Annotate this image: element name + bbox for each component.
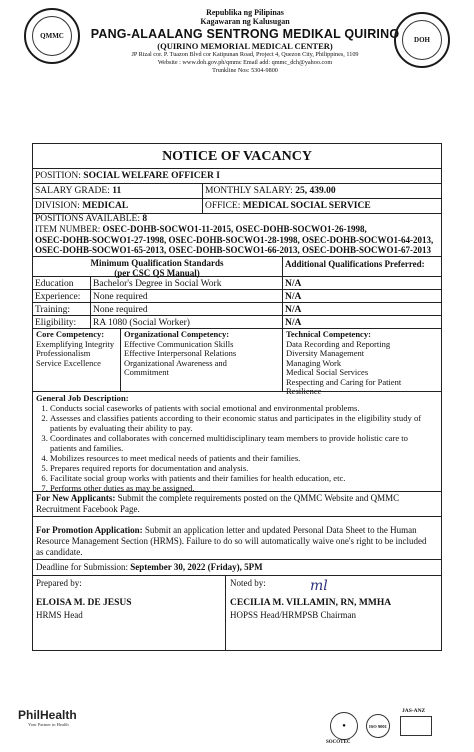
job-description bbox=[36, 393, 436, 493]
qual-row-eligibility bbox=[32, 315, 442, 328]
qual-value: Bachelor's Degree in Social Work bbox=[93, 279, 222, 289]
monthly-salary-value: 25, 439.00 bbox=[295, 186, 336, 196]
tech-item: Medical Social Services bbox=[286, 367, 369, 377]
socotec-label: SOCOTEC bbox=[326, 740, 351, 745]
website-line: Website : www.doh.gov.ph/qmmc Email add: qmmc_dch@yahoo.com bbox=[157, 59, 333, 66]
duty-item: 6. Facilitate social group works with patients and their families for health education, etc. bbox=[50, 473, 436, 483]
duty-item: 4. Mobilizes resources to meet medical needs of patients and their families. bbox=[50, 453, 436, 463]
notice-title: NOTICE OF VACANCY bbox=[162, 149, 312, 164]
duty-item: 5. Prepares required reports for documentation and analysis. bbox=[50, 463, 436, 473]
org-competency-title: Organizational Competency: bbox=[124, 329, 230, 339]
philhealth-logo: PhilHealth bbox=[18, 708, 77, 722]
doh-seal-logo bbox=[394, 12, 450, 68]
tech-item: Managing Work bbox=[286, 357, 342, 368]
noted-by-label: Noted by: bbox=[230, 578, 266, 588]
org-item: Effective Communication Skills bbox=[124, 338, 234, 349]
positions-available-value: 8 bbox=[142, 214, 148, 224]
prepared-by-name: ELOISA M. DE JESUS bbox=[36, 598, 132, 608]
duty-item: 7. Performs other duties as may be assigned. bbox=[50, 483, 436, 493]
salary-grade-label: SALARY GRADE: bbox=[35, 186, 110, 196]
signature-initials: ml bbox=[310, 578, 328, 594]
division-label: DIVISION: bbox=[35, 201, 80, 211]
department-line: Kagawaran ng Kalusugan bbox=[200, 17, 290, 26]
noted-by-name: CECILIA M. VILLAMIN, RN, MMHA bbox=[230, 598, 392, 608]
tech-competency-title: Technical Competency: bbox=[286, 329, 371, 339]
core-item: Professionalism bbox=[36, 348, 91, 358]
job-description-title: General Job Description: bbox=[36, 393, 129, 403]
qual-add: N/A bbox=[285, 305, 302, 315]
new-applicants-section bbox=[36, 493, 436, 515]
republic-line: Republika ng Pilipinas bbox=[206, 8, 284, 17]
tech-item: Diversity Management bbox=[286, 348, 365, 358]
qual-add: N/A bbox=[285, 318, 302, 328]
prepared-by-label: Prepared by: bbox=[36, 578, 82, 588]
core-competency bbox=[36, 330, 120, 368]
qual-value: None required bbox=[93, 292, 148, 302]
office-label: OFFICE: bbox=[205, 201, 241, 211]
deadline-value: September 30, 2022 (Friday), 5PM bbox=[128, 562, 263, 572]
promotion-label: For Promotion Application: bbox=[36, 525, 143, 535]
item-numbers-line2: OSEC-DOHB-SOCWO1-27-1998, OSEC-DOHB-SOCWO1-28-1998, OSEC-DOHB-SOCWO1-64-2013, bbox=[35, 234, 434, 245]
hospital-seal-logo bbox=[24, 8, 80, 64]
iso-badge: ISO 9001 bbox=[366, 714, 390, 738]
min-qual-header: Minimum Qualification Standards bbox=[90, 258, 224, 268]
item-numbers-line1: OSEC-DOHB-SOCWO1-11-2015, OSEC-DOHB-SOCWO1-26-1998, bbox=[102, 224, 367, 234]
core-competency-title: Core Competency: bbox=[36, 329, 105, 339]
qual-row-experience bbox=[32, 289, 442, 302]
add-qual-header: Additional Qualifications Preferred: bbox=[285, 259, 425, 269]
new-applicants-text: Submit the complete requirements posted on the QMMC Website and QMMC Recruitment Facebook Page. bbox=[36, 493, 400, 514]
position-label: POSITION: bbox=[35, 171, 81, 181]
salary-row bbox=[32, 183, 442, 198]
positions-available-row bbox=[32, 213, 442, 223]
qual-value: None required bbox=[93, 305, 148, 315]
tech-item: Resilience bbox=[286, 386, 322, 396]
trunkline: Trunkline Nos: 5304-9800 bbox=[212, 67, 278, 74]
jas-anz-badge-icon bbox=[400, 716, 432, 736]
qual-row-training bbox=[32, 302, 442, 315]
core-item: Service Excellence bbox=[36, 357, 101, 368]
position-value: SOCIAL WELFARE OFFICER I bbox=[83, 171, 220, 181]
division-row bbox=[32, 198, 442, 213]
philhealth-tagline: Your Partner in Health bbox=[28, 722, 69, 727]
duty-item: 2. Assesses and classifies patients according to their economic status and participates in the eligibility study of patients by evaluating their ability to pay. bbox=[50, 413, 436, 433]
item-numbers-line3: OSEC-DOHB-SOCWO1-65-2013, OSEC-DOHB-SOCWO1-66-2013, OSEC-DOHB-SOCWO1-67-2013 bbox=[35, 245, 432, 255]
item-number-label: ITEM NUMBER: bbox=[35, 224, 101, 234]
hospital-name: PANG-ALAALANG SENTRONG MEDIKAL QUIRINO bbox=[90, 27, 400, 41]
seal-text: QMMC bbox=[32, 16, 72, 56]
org-item: Organizational Awareness and bbox=[124, 357, 227, 368]
qual-add: N/A bbox=[285, 292, 302, 302]
qual-label: Education bbox=[35, 279, 74, 289]
positions-available-label: POSITIONS AVAILABLE: bbox=[35, 214, 140, 224]
duties-list bbox=[36, 403, 436, 493]
office-value: MEDICAL SOCIAL SERVICE bbox=[242, 201, 371, 211]
qual-add: N/A bbox=[285, 279, 302, 289]
duty-item: 1. Conducts social caseworks of patients with social emotional and environmental problems. bbox=[50, 403, 436, 413]
seal-text: DOH bbox=[402, 20, 442, 60]
promotion-text: Submit an application letter and updated Personal Data Sheet to the Human Resource Management Section (HRMS). Failure to do so will automatically waive one's right to be included as candidate. bbox=[36, 525, 427, 557]
organizational-competency bbox=[124, 330, 280, 378]
new-applicants-label: For New Applicants: bbox=[36, 493, 116, 503]
promotion-section bbox=[36, 525, 436, 558]
jas-anz-label: JAS-ANZ bbox=[402, 708, 426, 714]
position-row bbox=[32, 168, 442, 183]
qualifications-header-row bbox=[32, 256, 442, 276]
deadline-section bbox=[36, 562, 436, 573]
org-item: Effective Interpersonal Relations bbox=[124, 348, 237, 358]
noted-by-title: HOPSS Head/HRMPSB Chairman bbox=[230, 610, 357, 620]
qual-label: Training: bbox=[35, 305, 71, 315]
monthly-salary-label: MONTHLY SALARY: bbox=[205, 186, 293, 196]
address-line: JP Rizal cor. P. Tuazon Blvd cor Katipunan Road, Project 4, Quezon City, Philippines, 1109 bbox=[131, 51, 359, 58]
deadline-label: Deadline for Submission: bbox=[36, 562, 128, 572]
duty-item: 3. Coordinates and collaborates with concerned multidisciplinary team members to provide holistic care to patients and families. bbox=[50, 433, 436, 453]
salary-grade-value: 11 bbox=[112, 186, 122, 196]
socotec-mark-icon: ● bbox=[342, 723, 346, 729]
qual-row-education bbox=[32, 276, 442, 289]
prepared-by-title: HRMS Head bbox=[36, 610, 83, 620]
letterhead bbox=[0, 0, 474, 140]
division-value: MEDICAL bbox=[82, 201, 129, 211]
core-item: Exemplifying Integrity bbox=[36, 338, 115, 349]
qual-value: RA 1080 (Social Worker) bbox=[93, 318, 190, 328]
tech-item: Respecting and Caring for Patient bbox=[286, 376, 402, 387]
letterhead-text bbox=[80, 8, 410, 75]
technical-competency bbox=[286, 330, 440, 397]
hospital-name-en: (QUIRINO MEMORIAL MEDICAL CENTER) bbox=[157, 41, 333, 51]
org-item: Commitment bbox=[124, 367, 169, 377]
qual-label: Experience: bbox=[35, 292, 81, 302]
item-numbers bbox=[35, 224, 439, 256]
min-qual-subheader: (per CSC QS Manual) bbox=[114, 267, 200, 278]
qual-label: Eligibility: bbox=[35, 318, 77, 328]
socotec-logo bbox=[330, 712, 358, 740]
tech-item: Data Recording and Reporting bbox=[286, 338, 391, 349]
